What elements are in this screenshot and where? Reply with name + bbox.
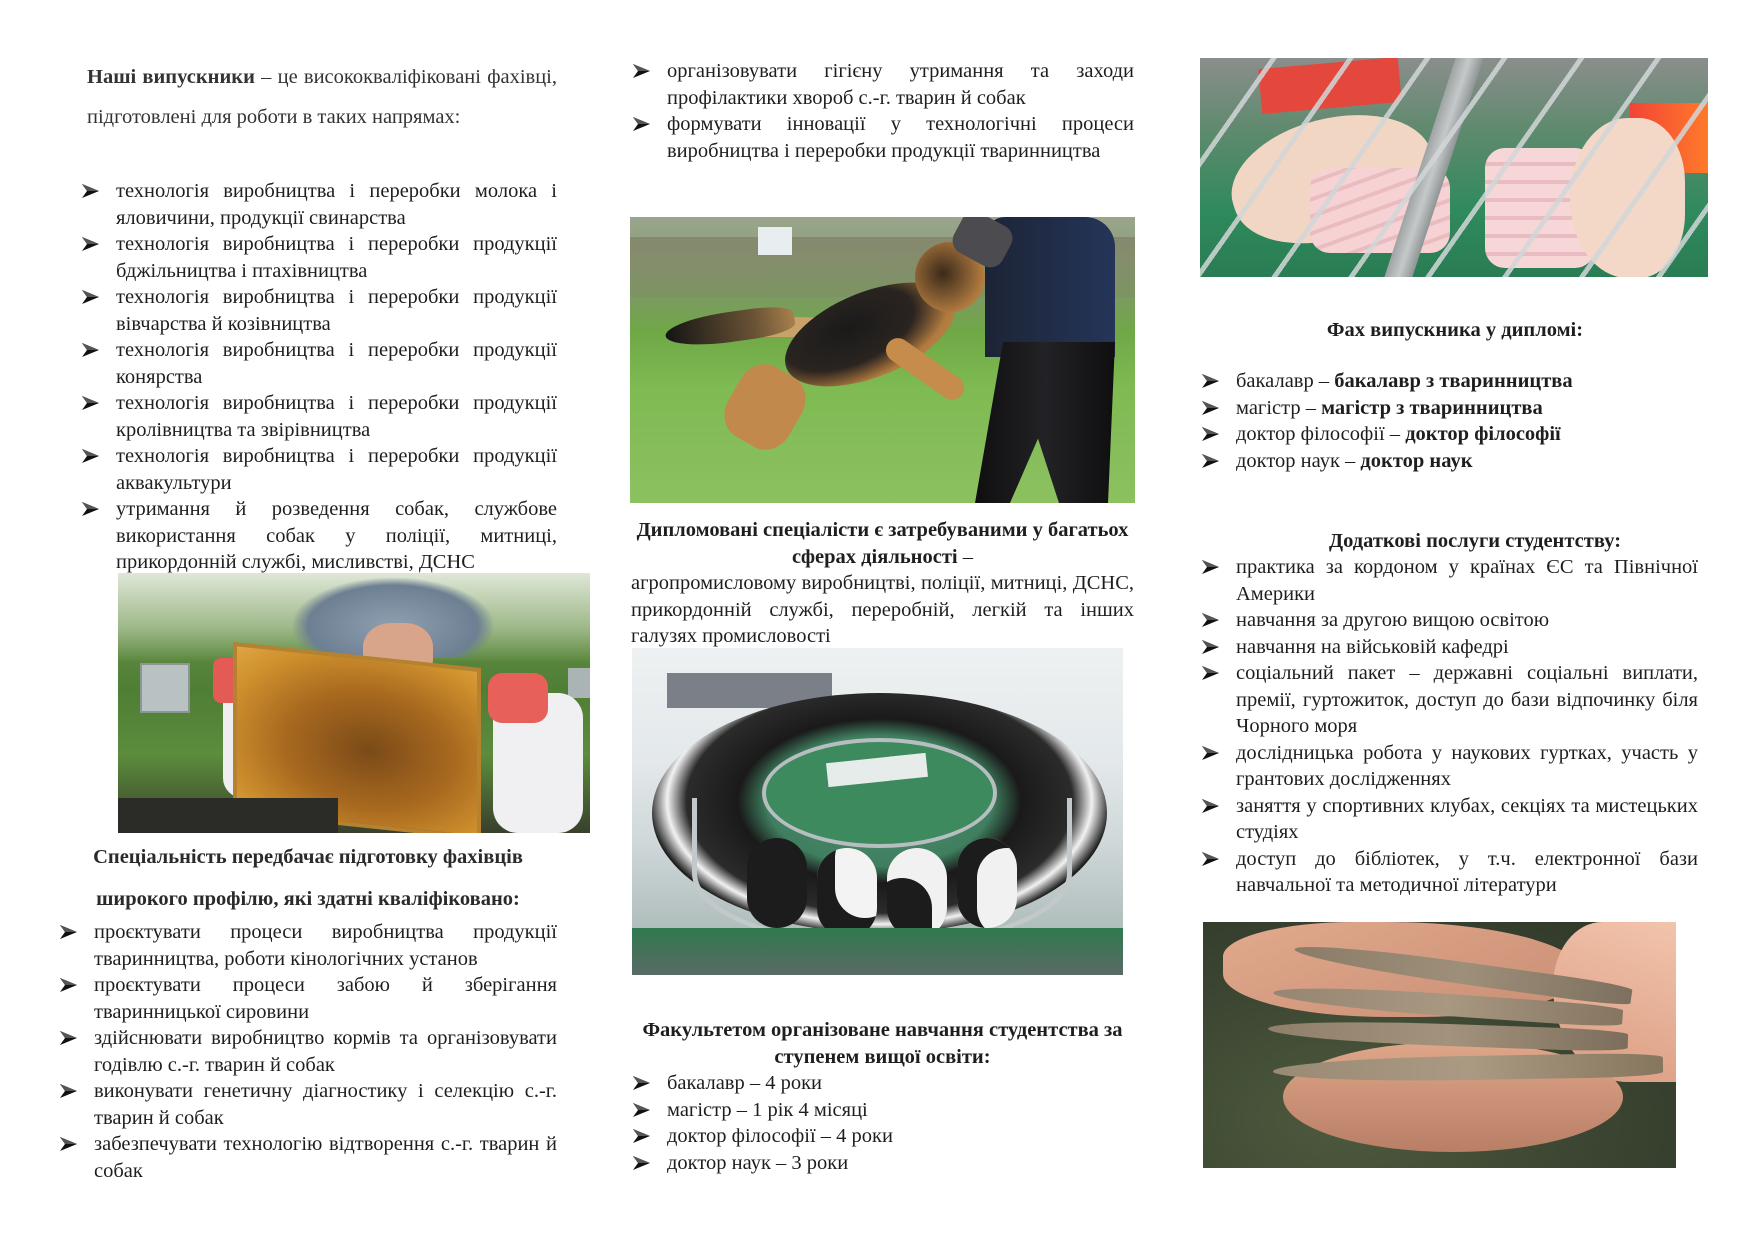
list-item: навчання на військовій кафедрі	[1200, 634, 1698, 661]
arrow-bullet-icon	[1202, 846, 1220, 872]
list-item: бакалавр – 4 роки	[631, 1070, 1134, 1097]
list-item: технологія виробництва і переробки продукції бджільництва і птахівництва	[80, 231, 557, 284]
arrow-bullet-icon	[1202, 634, 1220, 660]
list-item: технологія виробництва і переробки продукції вівчарства й козівництва	[80, 284, 557, 337]
sturgeon-photo	[1203, 922, 1676, 1168]
arrow-bullet-icon	[82, 390, 100, 416]
list-item: магістр – 1 рік 4 місяці	[631, 1097, 1134, 1124]
skills-list	[58, 919, 557, 1184]
arrow-bullet-icon	[82, 178, 100, 204]
list-item: проєктувати процеси забою й зберігання тваринницької сировини	[58, 972, 557, 1025]
list-item: забезпечувати технологію відтворення с.-г. тварин й собак	[58, 1131, 557, 1184]
beekeeping-photo	[118, 573, 590, 833]
service-dog-photo	[630, 217, 1135, 503]
list-item: технологія виробництва і переробки продукції аквакультури	[80, 443, 557, 496]
arrow-bullet-icon	[82, 443, 100, 469]
arrow-bullet-icon	[633, 1150, 651, 1176]
arrow-bullet-icon	[60, 919, 78, 945]
arrow-bullet-icon	[82, 496, 100, 522]
milking-parlour-photo	[632, 648, 1123, 975]
skills-list-continued	[631, 58, 1134, 164]
study-heading: Факультетом організоване навчання студентства за ступенем вищої освіти:	[642, 1019, 1123, 1068]
list-item: соціальний пакет – державні соціальні виплати, премії, гуртожиток, доступ до бази відпочинку біля Чорного моря	[1200, 660, 1698, 740]
arrow-bullet-icon	[633, 1123, 651, 1149]
arrow-bullet-icon	[1202, 368, 1220, 394]
study-levels-list	[631, 1070, 1134, 1176]
arrow-bullet-icon	[1202, 448, 1220, 474]
list-item: бакалавр – бакалавр з тваринництва	[1200, 368, 1710, 395]
arrow-bullet-icon	[60, 1078, 78, 1104]
list-item: доктор наук – 3 роки	[631, 1150, 1134, 1177]
arrow-bullet-icon	[633, 1070, 651, 1096]
arrow-bullet-icon	[82, 284, 100, 310]
list-item: технологія виробництва і переробки продукції кролівництва та звірівництва	[80, 390, 557, 443]
list-item: доступ до бібліотек, у т.ч. електронної бази навчальної та методичної літератури	[1200, 846, 1698, 899]
list-item: дослідницька робота у наукових гуртках, участь у грантових дослідженнях	[1200, 740, 1698, 793]
arrow-bullet-icon	[1202, 740, 1220, 766]
pig-farm-photo	[1200, 58, 1708, 277]
list-item: практика за кордоном у країнах ЄС та Північної Америки	[1200, 554, 1698, 607]
arrow-bullet-icon	[1202, 421, 1220, 447]
demand-heading: Дипломовані спеціалісти є затребуваними у багатьох сферах діяльності –	[636, 519, 1129, 568]
list-item: навчання за другою вищою освітою	[1200, 607, 1698, 634]
list-item: утримання й розведення собак, службове використання собак у поліції, митниці, прикордонній службі, мисливстві, ДСНС	[80, 496, 557, 576]
arrow-bullet-icon	[82, 231, 100, 257]
list-item: технологія виробництва і переробки продукції конярства	[80, 337, 557, 390]
intro-text: – це висококваліфіковані фахівці, підготовлені для роботи в таких напрямах:	[87, 66, 557, 128]
diploma-list	[1200, 368, 1710, 474]
list-item: організовувати гігієну утримання та заходи профілактики хвороб с.-г. тварин й собак	[631, 58, 1134, 111]
arrow-bullet-icon	[60, 1025, 78, 1051]
list-item: формувати інновації у технологічні процеси виробництва і переробки продукції тваринництва	[631, 111, 1134, 164]
arrow-bullet-icon	[1202, 793, 1220, 819]
list-item: доктор філософії – 4 роки	[631, 1123, 1134, 1150]
arrow-bullet-icon	[60, 1131, 78, 1157]
list-item: виконувати генетичну діагностику і селекцію с.-г. тварин й собак	[58, 1078, 557, 1131]
arrow-bullet-icon	[1202, 660, 1220, 686]
directions-list	[80, 178, 557, 576]
services-list	[1200, 554, 1698, 899]
arrow-bullet-icon	[633, 58, 651, 84]
arrow-bullet-icon	[633, 1097, 651, 1123]
list-item: технологія виробництва і переробки молока і яловичини, продукції свинарства	[80, 178, 557, 231]
services-heading: Додаткові послуги студентству:	[1328, 530, 1622, 552]
intro-paragraph	[87, 57, 557, 137]
list-item: проєктувати процеси виробництва продукції тваринництва, роботи кінологічних установ	[58, 919, 557, 972]
list-item: заняття у спортивних клубах, секціях та мистецьких студіях	[1200, 793, 1698, 846]
list-item: доктор філософії – доктор філософії	[1200, 421, 1710, 448]
list-item: здійснювати виробництво кормів та організовувати годівлю с.-г. тварин й собак	[58, 1025, 557, 1078]
list-item: магістр – магістр з тваринництва	[1200, 395, 1710, 422]
specialty-heading: Спеціальність передбачає підготовку фахівців широкого профілю, які здатні кваліфіковано:	[93, 846, 523, 910]
arrow-bullet-icon	[60, 972, 78, 998]
arrow-bullet-icon	[1202, 554, 1220, 580]
intro-lead: Наші випускники	[87, 66, 255, 88]
arrow-bullet-icon	[633, 111, 651, 137]
arrow-bullet-icon	[1202, 607, 1220, 633]
arrow-bullet-icon	[1202, 395, 1220, 421]
demand-text: агропромисловому виробництві, поліції, митниці, ДСНС, прикордонній службі, переробній, легкій та інших галузях промисловості	[631, 572, 1134, 647]
demand-section	[631, 517, 1134, 650]
diploma-heading: Фах випускника у дипломі:	[1326, 319, 1584, 341]
arrow-bullet-icon	[82, 337, 100, 363]
list-item: доктор наук – доктор наук	[1200, 448, 1710, 475]
